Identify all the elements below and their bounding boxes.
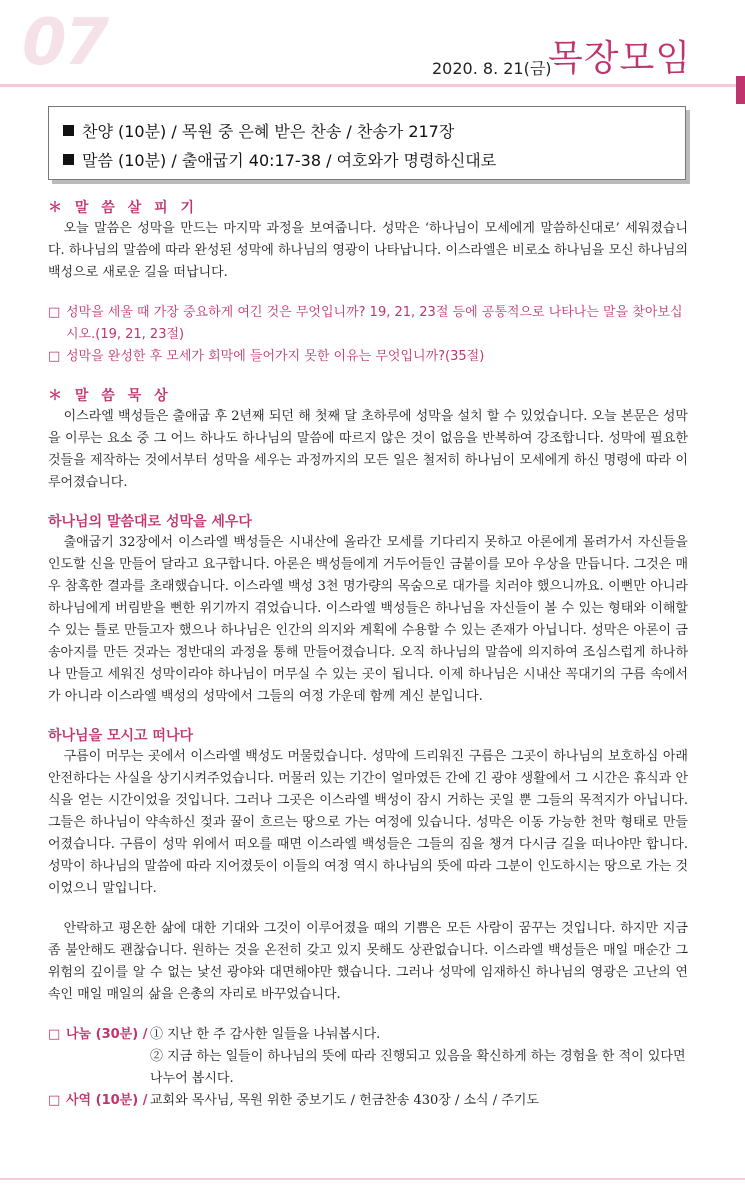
checkbox-square-icon: □	[48, 305, 61, 320]
question-item: □ 성막을 완성한 후 모세가 회막에 들어가지 못한 이유는 무엇입니까?(35절)	[48, 346, 688, 368]
question-item: □ 성막을 세울 때 가장 중요하게 여긴 것은 무엇입니까? 19, 21, 23절 등에 공통적으로 나타나는 말을 찾아보십시오.(19, 21, 23절)	[48, 302, 688, 346]
sharing-block	[48, 1024, 688, 1112]
page-number: 07	[22, 6, 108, 80]
main-content	[48, 198, 688, 1112]
section-body-depart-1: 구름이 머무는 곳에서 이스라엘 백성도 머물렀습니다. 성막에 드리워진 구름은 그곳이 하나님의 보호하심 아래 안전하다는 사실을 상기시켜주었습니다. 머물러 있는 기간이 얼마였든 간에 긴 광야 생활에서 그 시간은 휴식과 안식을 얻는 시간이었을 것입니다. 그러나 그곳은 이스라엘 백성이 잠시 거하는 곳일 뿐 그들의 목적지가 아닙니다. 그들은 하나님이 약속하신 젖과 꿀이 흐르는 땅으로 가는 여정에 있습니다. 성막은 이동 가능한 천막 형태로 만들어졌습니다. 구름이 성막 위에서 떠오를 때면 이스라엘 백성들은 그들의 짐을 챙겨 다시금 길을 떠나야만 합니다. 성막이 하나님의 말씀에 따라 지어졌듯이 이들의 여정 역시 하나님의 뜻에 따라 그분이 인도하시는 땅으로 가는 것이었으니 말입니다.	[48, 749, 688, 896]
checkbox-square-icon: □	[48, 1093, 61, 1108]
sharing-item-2: ② 지금 하는 일들이 하나님의 뜻에 따라 진행되고 있음을 확신하게 하는 경험을 한 적이 있다면 나누어 봅시다.	[150, 1049, 686, 1086]
footer-divider	[0, 1178, 745, 1180]
meeting-date: 2020. 8. 21(금)	[432, 59, 552, 78]
sharing-label: 나눔 (30분) /	[66, 1027, 148, 1042]
section-heading-observe: ＊ 말 씀 살 피 기	[48, 200, 198, 216]
header-divider	[0, 84, 736, 87]
section-body-build: 출애굽기 32장에서 이스라엘 백성들은 시내산에 올라간 모세를 기다리지 못하고 아론에게 몰려가서 자신들을 인도할 신을 만들어 달라고 요구합니다. 아론은 백성들에게 거두어들인 금붙이를 모아 우상을 만듭니다. 그것은 매우 참혹한 결과를 초래했습니다. 이스라엘 백성 3천 명가량의 목숨으로 대가를 치러야 했으니까요. 이뻔만 아니라 하나님에게 버림받을 뻔한 위기까지 겪었습니다. 이스라엘 백성들은 하나님을 자신들이 볼 수 있는 형태와 이해할 수 있는 틀로 만들고자 했으나 하나님은 인간의 의지와 계획에 수용할 수 있는 존재가 아닙니다. 성막은 아론이 금송아지를 만든 것과는 정반대의 과정을 통해 만들어졌습니다. 오직 하나님의 말씀에 의지하여 조심스럽게 하나하나 만들고 세워진 성막이라야 하나님이 머무실 수 있는 곳이 됩니다. 이제 하나님은 시내산 꼭대기의 구름 속에서가 아니라 이스라엘 백성의 성막에서 그들의 여정 가운데 함께 계신 분입니다.	[48, 535, 688, 704]
title-accent-bar	[736, 76, 745, 104]
section-heading-meditate: ＊ 말 씀 묵 상	[48, 388, 172, 404]
page-title: 목장모임	[548, 38, 692, 79]
checkbox-square-icon: □	[48, 349, 61, 364]
sharing-item-1: ① 지난 한 주 감사한 일들을 나눠봅시다.	[150, 1027, 381, 1042]
summary-item-praise: 찬양 (10분) / 목원 중 은혜 받은 찬송 / 찬송가 217장	[63, 119, 454, 142]
ministry-text: 교회와 목사님, 목원 위한 중보기도 / 헌금찬송 430장 / 소식 / 주기도	[150, 1093, 539, 1108]
checkbox-square-icon: □	[48, 1027, 61, 1042]
section-heading-depart: 하나님을 모시고 떠나다	[48, 728, 193, 744]
section-body-meditate: 이스라엘 백성들은 출애굽 후 2년째 되던 해 첫째 달 초하루에 성막을 설치 할 수 있었습니다. 오늘 본문은 성막을 이루는 요소 중 그 어느 하나도 하나님의 말씀에 따르지 않은 것이 없음을 반복하여 강조합니다. 성막에 필요한 것들을 제작하는 것에서부터 성막을 세우는 과정까지의 모든 일은 철저히 하나님이 모세에게 하신 명령에 따라 이루어졌습니다.	[48, 409, 688, 490]
square-bullet-icon	[63, 125, 74, 136]
summary-item-word: 말씀 (10분) / 출애굽기 40:17-38 / 여호와가 명령하신대로	[63, 148, 496, 171]
summary-box	[48, 106, 686, 180]
section-body-depart-2: 안락하고 평온한 삶에 대한 기대와 그것이 이루어졌을 때의 기쁨은 모든 사람이 꿈꾸는 것입니다. 하지만 지금 좀 불안해도 괜찮습니다. 원하는 것을 온전히 갖고 있지 못해도 상관없습니다. 이스라엘 백성들은 매일 매순간 그 위험의 깊이를 알 수 없는 낯선 광야와 대면해야만 했습니다. 그러나 성막에 임재하신 하나님의 영광은 고난의 연속인 매일 매일의 삶을 은총의 자리로 바꾸었습니다.	[48, 921, 688, 1002]
section-body-observe: 오늘 말씀은 성막을 만드는 마지막 과정을 보여줍니다. 성막은 ‘하나님이 모세에게 말씀하신대로’ 세워졌습니다. 하나님의 말씀에 따라 완성된 성막에 하나님의 영광이 나타납니다. 이스라엘은 비로소 하나님을 모신 하나님의 백성으로 새로운 길을 떠납니다.	[48, 221, 688, 280]
section-heading-build: 하나님의 말씀대로 성막을 세우다	[48, 514, 252, 530]
ministry-label: 사역 (10분) /	[66, 1093, 148, 1108]
square-bullet-icon	[63, 154, 74, 165]
